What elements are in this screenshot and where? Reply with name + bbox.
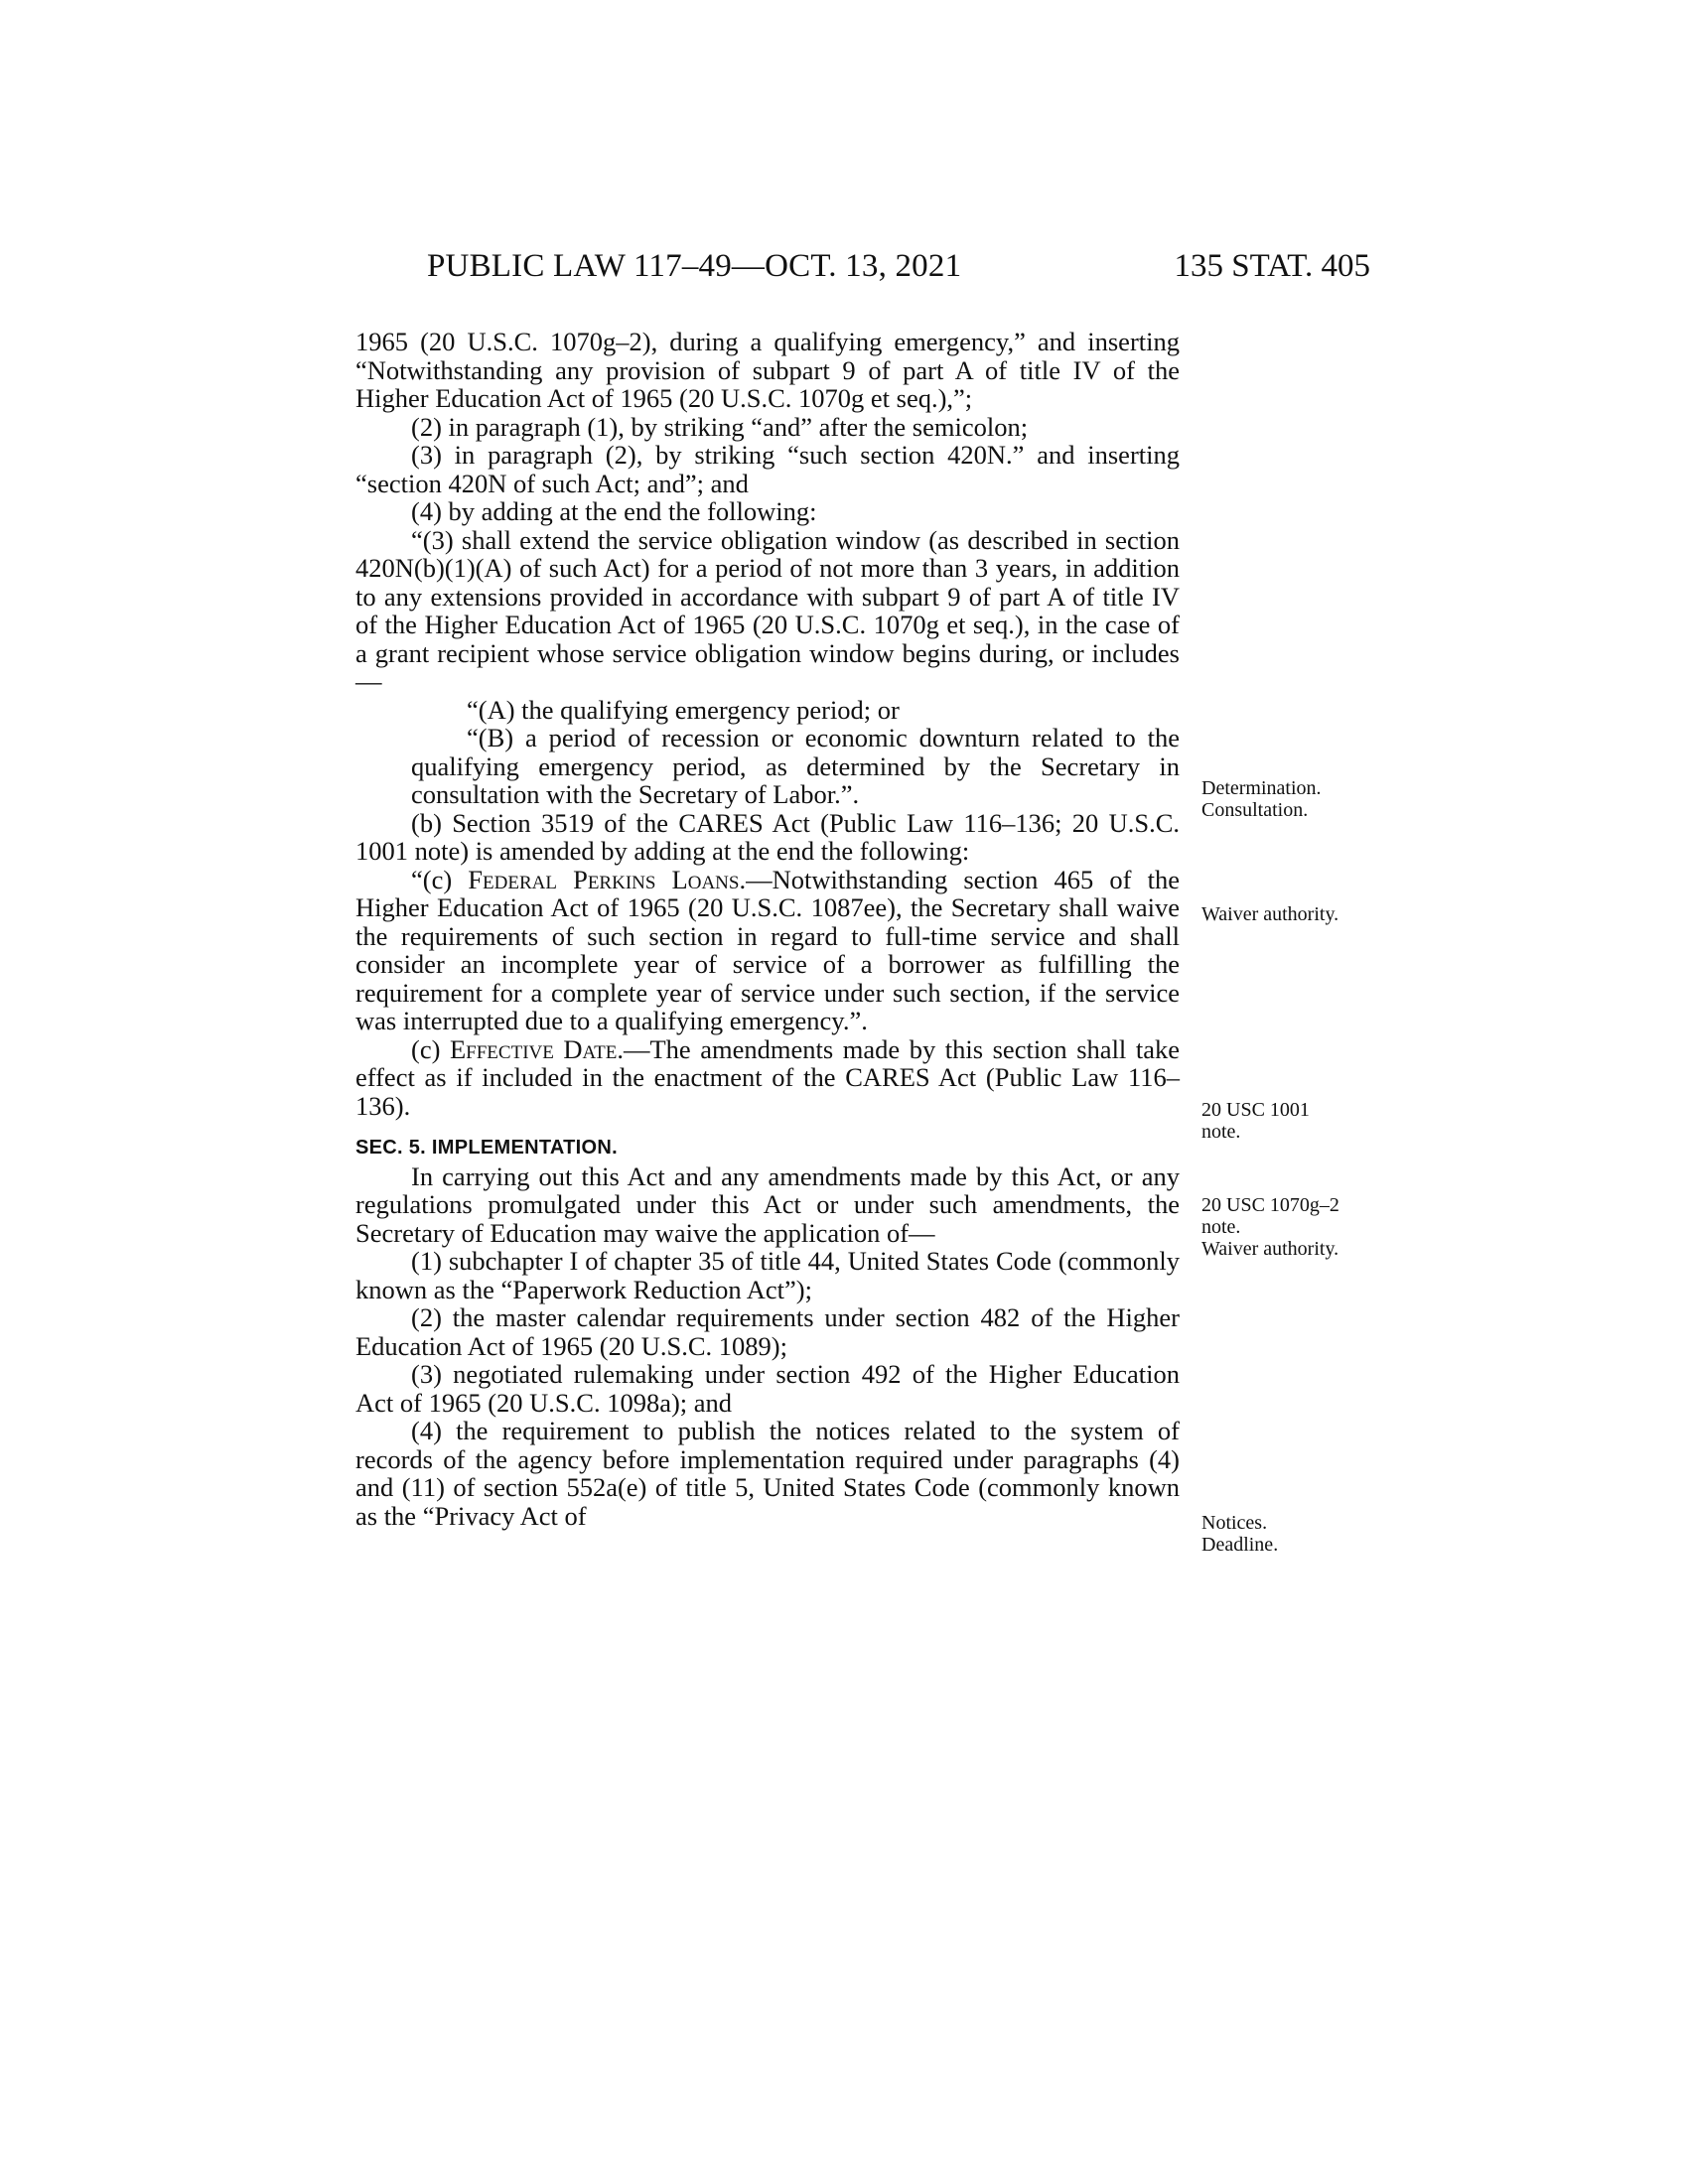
quoted-paragraph-3: “(3) shall extend the service obligation window (as described in section 420N(b)(1)(A) of such Act) for a period of not more than 3 years, in addition to any extensions provided in accordance with subpart 9 of part A of title IV of the Higher Education Act of 1965 (20 U.S.C. 1070g et seq.), in the case of a grant recipient whose service obligation window begins during, or includes— [355,524,1180,696]
subsection-b: (b) Section 3519 of the CARES Act (Public Law 116–136; 20 U.S.C. 1001 note) is amended by adding at the end the following: [355,807,1180,866]
running-header [427,248,1370,288]
section-5-heading: SEC. 5. IMPLEMENTATION. [355,1137,618,1159]
section-5-item-1: (1) subchapter I of chapter 35 of title 44, United States Code (commonly known as the “Paperwork Reduction Act”); [355,1246,1180,1304]
heading-effective-date: Effective Date [449,1033,618,1064]
sidenote-waiver-authority: Waiver authority. [1201,903,1339,925]
sidenote-determination: Determination. Consultation. [1201,777,1322,821]
paragraph-continuation: 1965 (20 U.S.C. 1070g–2), during a qualifying emergency,” and inserting “Notwithstanding any provision of subpart 9 of part A of title IV of the Higher Education Act of 1965 (20 U.S.C. 1070g et seq.),”; [355,327,1180,413]
paragraph-3: (3) in paragraph (2), by striking “such section 420N.” and inserting “section 420N of such Act; and”; and [355,440,1180,498]
section-5-item-2: (2) the master calendar requirements under section 482 of the Higher Education Act of 1965 (20 U.S.C. 1089); [355,1302,1180,1361]
sidenote-notices-deadline: Notices. Deadline. [1201,1512,1279,1556]
header-page-number: 135 STAT. 405 [1174,248,1370,284]
sidenote-20-usc-1070g-2: 20 USC 1070g–2 note. Waiver authority. [1201,1194,1339,1260]
section-5-item-4: (4) the requirement to publish the notices related to the system of records of the agency before implementation required under paragraphs (4) and (11) of section 552a(e) of title 5, United States Code (commonly known as the “Privacy Act of [355,1416,1180,1531]
section-5-item-3: (3) negotiated rulemaking under section 492 of the Higher Education Act of 1965 (20 U.S.C. 1098a); and [355,1359,1180,1418]
quoted-subparagraph-b: “(B) a period of recession or economic downturn related to the qualifying emergency period, as determined by the Secretary in consultation with the Secretary of Labor.”. [411,723,1180,809]
subsection-c-effective-date: (c) Effective Date.—The amendments made by this section shall take effect as if included in the enactment of the CARES Act (Public Law 116–136). [355,1033,1180,1121]
sidenote-20-usc-1001: 20 USC 1001 note. [1201,1099,1310,1143]
header-title: PUBLIC LAW 117–49—OCT. 13, 2021 [427,248,962,284]
quoted-subsection-c: “(c) Federal Perkins Loans.—Notwithstanding section 465 of the Higher Education Act of 1965 (20 U.S.C. 1087ee), the Secretary shall waive the requirements of such section in regard to full-time service and shall consider an incomplete year of service of a borrower as fulfilling the requirement for a complete year of service under such section, if the service was interrupted due to a qualifying emergency.”. [355,864,1180,1035]
paragraph-2: (2) in paragraph (1), by striking “and” after the semicolon; [411,411,1029,442]
heading-federal-perkins-loans: Federal Perkins Loans [468,864,740,894]
section-5-intro: In carrying out this Act and any amendments made by this Act, or any regulations promulgated under this Act or under such amendments, the Secretary of Education may waive the application of— [355,1160,1180,1248]
statute-body [355,328,1180,1530]
paragraph-4: (4) by adding at the end the following: [411,496,817,526]
quoted-subparagraph-a: “(A) the qualifying emergency period; or [467,694,900,725]
